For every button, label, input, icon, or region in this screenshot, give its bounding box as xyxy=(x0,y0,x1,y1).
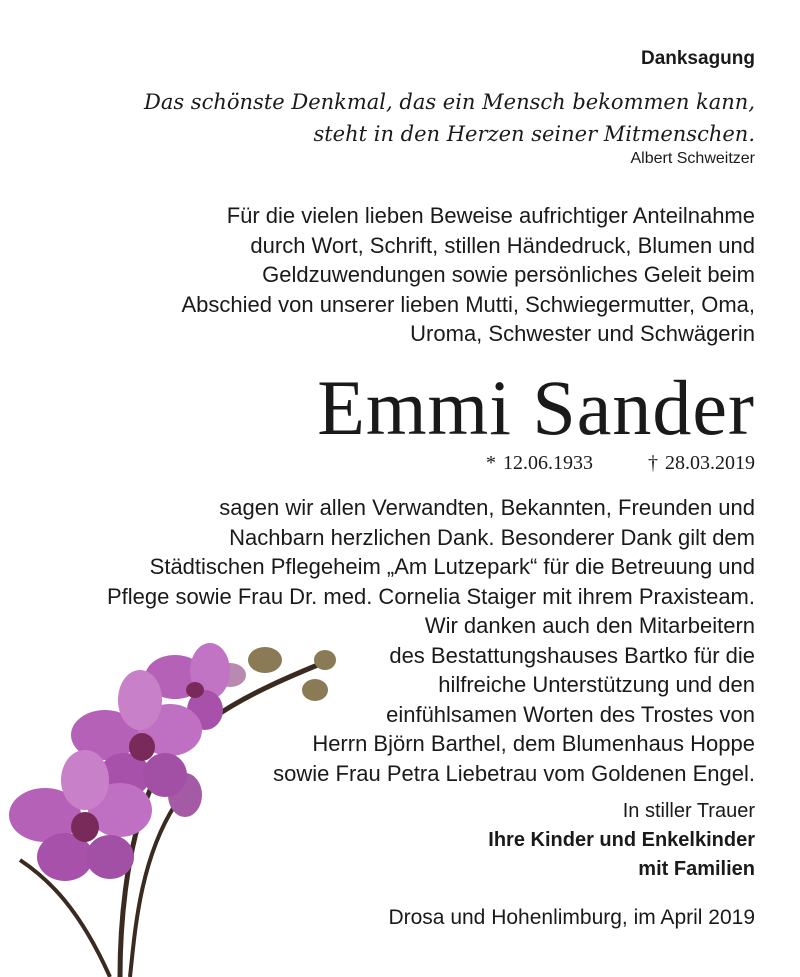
thanks-line: einfühlsamen Worten des Trostes von xyxy=(386,701,755,727)
life-dates xyxy=(486,452,755,475)
thanks-text xyxy=(0,493,755,788)
heading-danksagung: Danksagung xyxy=(640,48,755,69)
intro-line: durch Wort, Schrift, stillen Händedruck, Blumen und xyxy=(250,232,755,258)
family-line: Ihre Kinder und Enkelkinder xyxy=(488,829,755,851)
thanks-line: sowie Frau Petra Liebetrau vom Goldenen Engel. xyxy=(273,760,755,786)
thanks-line: Nachbarn herzlichen Dank. Besonderer Dank gilt dem xyxy=(229,524,755,550)
thanks-line: hilfreiche Unterstützung und den xyxy=(438,672,755,697)
quote-author: Albert Schweitzer xyxy=(630,150,755,167)
intro-text xyxy=(35,201,755,349)
signature-block xyxy=(488,797,755,884)
thanks-line: Wir danken auch den Mitarbeitern xyxy=(424,613,755,638)
family-line: mit Familien xyxy=(638,858,755,880)
intro-line: Geldzuwendungen sowie persönliches Geleit beim xyxy=(262,262,755,287)
thanks-line: des Bestattungshauses Bartko für die xyxy=(389,642,755,668)
birth-date: * 12.06.1933 xyxy=(486,452,593,474)
intro-line: Abschied von unserer lieben Mutti, Schwiegermutter, Oma, xyxy=(181,291,755,317)
intro-line: Uroma, Schwester und Schwägerin xyxy=(410,321,755,346)
place-date: Drosa und Hohenlimburg, im April 2019 xyxy=(388,906,755,929)
deceased-name: Emmi Sander xyxy=(317,364,755,451)
quote-line-2: steht in den Herzen seiner Mitmenschen. xyxy=(313,122,755,146)
quote xyxy=(35,86,755,150)
thanks-line: Städtischen Pflegeheim „Am Lutzepark“ für die Betreuung und xyxy=(149,554,755,579)
thanks-line: sagen wir allen Verwandten, Bekannten, Freunden und xyxy=(219,495,755,520)
thanks-line: Pflege sowie Frau Dr. med. Cornelia Staiger mit ihrem Praxisteam. xyxy=(106,583,755,609)
intro-line: Für die vielen lieben Beweise aufrichtiger Anteilnahme xyxy=(226,203,755,228)
quote-line-1: Das schönste Denkmal, das ein Mensch bekommen kann, xyxy=(144,90,755,114)
thanks-line: Herrn Björn Barthel, dem Blumenhaus Hoppe xyxy=(312,731,755,756)
death-date: † 28.03.2019 xyxy=(648,452,755,474)
closing-line: In stiller Trauer xyxy=(622,800,755,822)
